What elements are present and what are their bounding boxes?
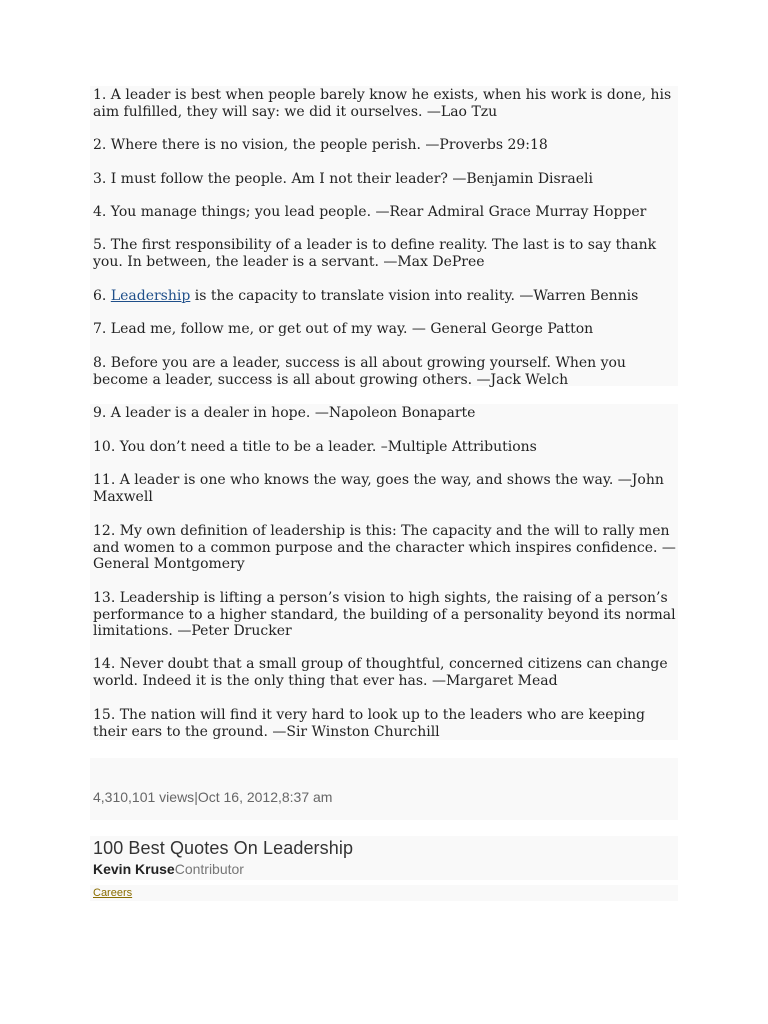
quote-item: 1. A leader is best when people barely know he exists, when his work is done, his aim fulfilled, they will say: we did it ourselves. —Lao Tzu	[93, 87, 672, 120]
quote-prefix: 6.	[93, 288, 111, 304]
quote-item: 8. Before you are a leader, success is all about growing yourself. When you become a leader, success is all about growing others. —Jack Welch	[93, 355, 626, 388]
author-name[interactable]: Kevin Kruse	[93, 861, 175, 877]
quote-item: 11. A leader is one who knows the way, goes the way, and shows the way. —John Maxwell	[93, 472, 664, 505]
quote-item: 2. Where there is no vision, the people perish. —Proverbs 29:18	[93, 137, 548, 153]
byline	[93, 861, 244, 877]
quote-item: 13. Leadership is lifting a person’s vision to high sights, the raising of a person’s performance to a higher standard, the building of a personality beyond its normal limitations. —Peter Drucker	[93, 590, 676, 639]
article-title: 100 Best Quotes On Leadership	[93, 838, 354, 858]
view-count: 4,310,101 views	[93, 789, 195, 805]
quote-item: 7. Lead me, follow me, or get out of my way. — General George Patton	[93, 321, 594, 337]
quote-item: 14. Never doubt that a small group of thoughtful, concerned citizens can change world. Indeed it is the only thing that ever has. —Margaret Mead	[93, 656, 668, 689]
quote-item: 12. My own definition of leadership is this: The capacity and the will to rally men and women to a common purpose and the character which inspires confidence. —General Montgomery	[93, 523, 676, 572]
article-meta	[93, 789, 332, 805]
meta-separator: |	[194, 789, 198, 805]
quotes-panel-top	[90, 86, 678, 386]
quote-item: 15. The nation will find it very hard to look up to the leaders who are keeping their ears to the ground. —Sir Winston Churchill	[93, 707, 645, 740]
quote-item: 4. You manage things; you lead people. —Rear Admiral Grace Murray Hopper	[93, 204, 647, 220]
quote-item: 9. A leader is a dealer in hope. —Napoleon Bonaparte	[93, 405, 476, 421]
leadership-link[interactable]: Leadership	[110, 288, 191, 304]
quote-item	[93, 288, 679, 305]
publish-date: Oct 16, 2012,8:37 am	[197, 789, 333, 805]
careers-tag-link[interactable]: Careers	[93, 887, 133, 899]
tag-panel	[90, 885, 678, 901]
quote-item: 5. The first responsibility of a leader is to define reality. The last is to say thank you. In between, the leader is a servant. —Max DePree	[93, 237, 657, 270]
quote-item: 3. I must follow the people. Am I not their leader? —Benjamin Disraeli	[93, 171, 594, 187]
quote-suffix: is the capacity to translate vision into reality. —Warren Bennis	[190, 288, 639, 304]
author-role: Contributor	[174, 861, 244, 877]
quote-item: 10. You don’t need a title to be a leader. –Multiple Attributions	[93, 439, 537, 455]
